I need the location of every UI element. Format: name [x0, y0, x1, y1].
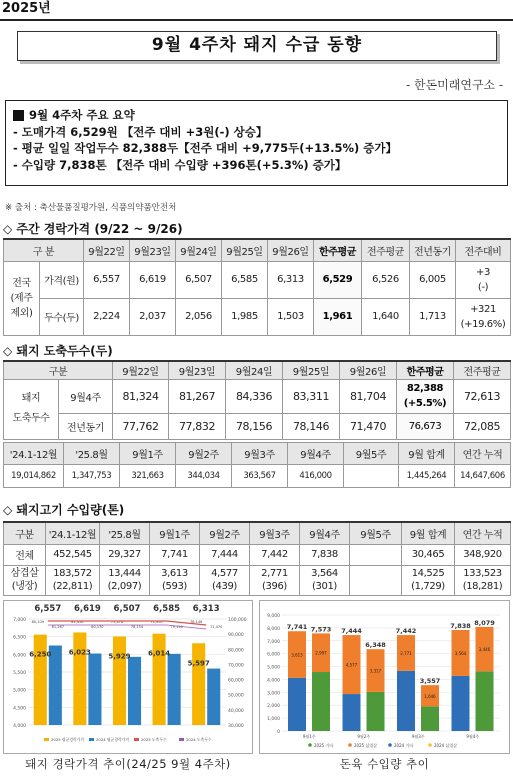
col-header: 9월5주	[350, 522, 402, 544]
y-tick-label: 0	[277, 730, 280, 735]
col-header: 9월24일	[176, 239, 222, 261]
col-header: 9월22일	[84, 239, 130, 261]
col-header: 9월22일	[113, 361, 169, 379]
col-header: 9월3주	[232, 443, 288, 465]
bar-2024	[168, 654, 181, 725]
legend-label: 2024 평균경락가격	[96, 737, 129, 742]
col-header: 9월23일	[169, 361, 226, 379]
x-tick-label: 9월1주	[302, 734, 316, 739]
region-cell: 전국 (제주 제외)	[4, 261, 40, 335]
table-cell: 82,388 (+5.5%)	[397, 379, 454, 413]
small-label: 81,267	[51, 625, 64, 629]
legend-swatch	[179, 738, 184, 741]
year-label: 2025년	[0, 0, 60, 18]
bar-2024	[128, 657, 141, 725]
legend-label: 2024 기타	[394, 743, 414, 748]
table-cell: 7,741	[150, 544, 200, 565]
y-tick-label: 7,000	[267, 639, 280, 645]
col-header: 9월2주	[176, 443, 232, 465]
y-tick-label: 6,000	[267, 652, 280, 658]
row-label: 삼겹살 (냉장)	[4, 565, 46, 595]
col-header: 9월 합계	[402, 522, 455, 544]
bar-2025	[73, 632, 86, 725]
y2-tick-label: 100,000	[228, 618, 247, 623]
bar-etc	[421, 706, 439, 731]
row-label: 전년동기	[59, 413, 113, 439]
col-header: 9월4주	[288, 443, 344, 465]
table-cell: 81,704	[340, 379, 397, 413]
organization: - 한돈미래연구소 -	[406, 78, 503, 92]
summary-line: - 수입량 7,838톤 【전주 대비 수입량 +396톤(+5.3%) 증가】	[13, 157, 347, 172]
row-label: 두수(두)	[40, 298, 84, 335]
col-header: '24.1-12월	[4, 443, 64, 465]
col-header: 9월4주	[300, 522, 350, 544]
small-label: 71,470	[210, 625, 223, 629]
col-header: 9월2주	[200, 522, 250, 544]
table-cell: 7,838	[300, 544, 350, 565]
section-title-auction: ◇ 주간 경락가격 (9/22 ~ 9/26)	[3, 222, 183, 236]
table-cell: 1,347,753	[64, 465, 120, 488]
col-header: 연간 누적	[455, 522, 511, 544]
y-tick-label: 6,500	[13, 635, 26, 641]
col-header: 구분	[4, 522, 46, 544]
top-divider	[0, 19, 513, 21]
col-header: 9월26일	[340, 361, 397, 379]
total-label: 3,557	[419, 677, 441, 686]
bar-2025	[113, 636, 126, 725]
table-cell: 3,564 (301)	[300, 565, 350, 595]
price-chart	[4, 601, 252, 753]
inner-label: 2,997	[315, 650, 327, 656]
bar-2024	[88, 654, 101, 725]
table-cell: 1,445,264	[399, 465, 455, 488]
import-chart	[260, 601, 509, 753]
table-cell: 6,585	[222, 261, 268, 298]
table-cell: 71,470	[340, 413, 397, 439]
y-tick-label: 4,500	[13, 706, 26, 712]
table-cell: 321,663	[120, 465, 176, 488]
import-chart-frame	[259, 600, 510, 754]
table-cell: 29,327	[100, 544, 150, 565]
legend-swatch	[89, 738, 94, 741]
table-cell: 14,525 (1,729)	[402, 565, 455, 595]
summary-line: - 평균 일일 작업두수 82,388두【전주 대비 +9,775두(+13.5%) 증가】	[13, 141, 397, 155]
summary-box	[5, 100, 508, 186]
table-cell: 6,507	[176, 261, 222, 298]
price-label-2025: 6,507	[113, 604, 141, 614]
col-header: 연간 누적	[455, 443, 511, 465]
price-label-2025: 6,557	[34, 604, 62, 614]
legend-swatch	[348, 743, 352, 747]
page-title: 9월 4주차 돼지 수급 동향	[17, 31, 497, 61]
inner-label: 3,317	[369, 668, 382, 674]
y2-tick-label: 80,000	[228, 648, 244, 654]
summary-heading: 9월 4주차 주요 요약	[29, 108, 135, 122]
col-header: 9월5주	[344, 443, 399, 465]
legend-swatch	[134, 738, 139, 741]
inner-label: 3,613	[291, 652, 303, 658]
col-header: 전년동기	[410, 239, 456, 261]
table-cell: 363,567	[232, 465, 288, 488]
table-cell: 76,673	[397, 413, 454, 439]
table-cell: 13,444 (2,097)	[100, 565, 150, 595]
small-label: 80,170	[91, 625, 104, 629]
total-label: 7,444	[341, 627, 362, 636]
small-label: 71,900	[150, 620, 163, 624]
table-cell: 84,336	[226, 379, 283, 413]
x-tick-label: 9월2주	[357, 734, 371, 739]
col-header: 9월26일	[268, 239, 314, 261]
bar-etc	[476, 671, 494, 731]
section-title-import: ◇ 돼지고기 수입량(톤)	[3, 503, 125, 517]
table-cell: 77,762	[113, 413, 169, 439]
bar-2025	[153, 634, 166, 725]
y-tick-label: 4,000	[13, 724, 26, 729]
table-cell: 2,224	[84, 298, 130, 335]
col-header: 전주평균	[454, 361, 511, 379]
y2-tick-label: 90,000	[228, 633, 244, 639]
table-cell: 183,572 (22,811)	[46, 565, 100, 595]
table-cell: 78,146	[283, 413, 340, 439]
col-header: 9월1주	[150, 522, 200, 544]
col-header: '24.1-12월	[46, 522, 100, 544]
section-title-slaughter: ◇ 돼지 도축두수(두)	[3, 344, 113, 358]
bar-etc	[288, 678, 306, 731]
total-label: 7,741	[286, 623, 308, 632]
table-cell: 72,613	[454, 379, 511, 413]
y2-tick-label: 60,000	[228, 678, 244, 684]
table-cell: 344,034	[176, 465, 232, 488]
table-cell	[350, 544, 402, 565]
total-label: 8,079	[474, 618, 495, 627]
legend-swatch	[44, 738, 49, 741]
small-label: 78,154	[130, 625, 144, 629]
chart-caption-left: 돼지 경락가격 추이(24/25 9월 4주차)	[25, 757, 231, 771]
col-header: 9월 합계	[399, 443, 455, 465]
legend-swatch	[308, 743, 312, 747]
col-header: 전주대비	[456, 239, 511, 261]
table-cell: 4,577 (439)	[200, 565, 250, 595]
slaughter-table	[3, 360, 511, 440]
square-bullet-icon	[13, 110, 24, 121]
col-header: 9월23일	[130, 239, 176, 261]
table-cell: 81,267	[169, 379, 226, 413]
total-label: 6,348	[365, 641, 386, 650]
table-cell: +3 (-)	[456, 261, 511, 298]
auction-table	[3, 238, 511, 336]
table-cell: 6,313	[268, 261, 314, 298]
small-label: 81,456	[71, 620, 84, 624]
import-table	[3, 521, 511, 596]
col-header: 9월25일	[283, 361, 340, 379]
inner-label: 3,564	[454, 650, 467, 656]
legend-swatch	[388, 743, 392, 747]
y2-tick-label: 50,000	[228, 693, 244, 699]
bar-label-2024: 5,929	[108, 652, 131, 661]
y-tick-label: 1,000	[267, 717, 280, 723]
bar-2024	[207, 669, 220, 725]
inner-label: 4,577	[345, 662, 358, 668]
table-cell: 6,526	[362, 261, 410, 298]
table-cell: 1,713	[410, 298, 456, 335]
bar-label-2024: 6,023	[68, 648, 91, 657]
col-header: 9월1주	[120, 443, 176, 465]
table-cell: 1,640	[362, 298, 410, 335]
col-header: 9월25일	[222, 239, 268, 261]
table-cell: 6,557	[84, 261, 130, 298]
small-label: 79,156	[170, 625, 183, 629]
table-cell: 348,920	[455, 544, 511, 565]
col-header: '25.8월	[100, 522, 150, 544]
table-cell: 77,832	[169, 413, 226, 439]
table-cell: 2,771 (396)	[250, 565, 300, 595]
table-cell: 14,647,606	[455, 465, 511, 488]
legend-label: 2025 평균경락가격	[51, 737, 84, 742]
table-cell: 6,005	[410, 261, 456, 298]
table-cell: 7,444	[200, 544, 250, 565]
price-chart-frame	[3, 600, 253, 754]
table-cell: 81,324	[113, 379, 169, 413]
table-cell: 78,156	[226, 413, 283, 439]
table-cell: 7,442	[250, 544, 300, 565]
legend-label: 2025 도축두수	[141, 737, 167, 742]
total-label: 7,442	[395, 627, 417, 636]
summary-line: - 도매가격 6,529원 【전주 대비 +3원(-) 상승】	[13, 124, 268, 139]
table-cell: 1,985	[222, 298, 268, 335]
table-cell	[350, 565, 402, 595]
slaughter-summary-table	[3, 442, 511, 488]
bar-etc	[397, 671, 415, 731]
price-label-2025: 6,619	[73, 604, 101, 614]
y2-tick-label: 40,000	[228, 708, 244, 714]
bar-2025	[192, 643, 205, 725]
col-header: 구 분	[4, 239, 84, 261]
inner-label: 2,771	[400, 650, 412, 656]
bar-etc	[312, 672, 330, 731]
x-tick-label: 9월3주	[411, 734, 425, 739]
price-label-2025: 6,585	[153, 604, 181, 614]
source-note: ※ 출처 : 축산물품질평가원, 식품의약품안전처	[5, 203, 177, 213]
legend-label: 2025 삼겹살	[354, 743, 378, 748]
total-label: 7,573	[310, 625, 332, 634]
y-tick-label: 5,000	[13, 688, 26, 694]
price-label-2025: 6,313	[192, 604, 220, 614]
table-cell: 6,529	[314, 261, 362, 298]
table-cell: 2,056	[176, 298, 222, 335]
table-cell: 6,619	[130, 261, 176, 298]
bar-etc	[452, 676, 470, 731]
table-cell: 83,311	[283, 379, 340, 413]
table-cell: 30,465	[402, 544, 455, 565]
chart-caption-right: 돈육 수입량 추이	[339, 757, 430, 771]
table-cell: 2,037	[130, 298, 176, 335]
bar-etc	[367, 692, 385, 731]
y2-tick-label: 30,000	[228, 724, 244, 729]
table-cell	[344, 465, 399, 488]
inner-label: 1,646	[424, 693, 436, 699]
table-cell: 452,545	[46, 544, 100, 565]
y-tick-label: 6,000	[13, 653, 26, 659]
y-tick-label: 5,000	[267, 665, 280, 671]
table-cell: 19,014,862	[4, 465, 64, 488]
legend-label: 2024 도축두수	[186, 737, 212, 742]
legend-swatch	[428, 743, 432, 747]
col-header: 전주평균	[362, 239, 410, 261]
y-tick-label: 4,000	[267, 678, 280, 684]
table-cell: 3,613 (593)	[150, 565, 200, 595]
y2-tick-label: 70,000	[228, 663, 244, 669]
col-header: '25.8월	[64, 443, 120, 465]
legend-label: 2024 삼겹살	[434, 743, 458, 748]
col-header: 9월24일	[226, 361, 283, 379]
y-tick-label: 8,000	[267, 626, 280, 632]
bar-2025	[34, 635, 47, 725]
y-tick-label: 3,000	[267, 691, 280, 697]
row-label: 전체	[4, 544, 46, 565]
table-cell: 416,000	[288, 465, 344, 488]
small-label: 75,478	[110, 620, 124, 624]
inner-label: 3,446	[478, 647, 491, 653]
bar-label-2024: 5,597	[187, 659, 210, 668]
total-label: 7,838	[450, 621, 471, 630]
group-cell: 돼지 도축두수	[4, 379, 59, 439]
y-tick-label: 9,000	[267, 614, 280, 619]
row-label: 가격(원)	[40, 261, 84, 298]
bar-label-2024: 6,014	[147, 649, 171, 658]
table-cell: 72,085	[454, 413, 511, 439]
col-header: 한주평균	[314, 239, 362, 261]
col-header: 한주평균	[397, 361, 454, 379]
bar-etc	[343, 694, 361, 731]
small-label: 78,146	[190, 620, 203, 624]
small-label: 80,109	[31, 620, 44, 624]
legend-label: 2025 기타	[314, 743, 334, 748]
table-cell: 133,523 (18,281)	[455, 565, 511, 595]
table-cell: 1,503	[268, 298, 314, 335]
col-header: 구분	[4, 361, 113, 379]
table-cell: +321 (+19.6%)	[456, 298, 511, 335]
y-tick-label: 5,500	[13, 671, 26, 676]
col-header: 9월3주	[250, 522, 300, 544]
bar-label-2024: 6,250	[29, 650, 52, 659]
row-label: 9월4주	[59, 379, 113, 413]
table-cell: 1,961	[314, 298, 362, 335]
x-tick-label: 9월4주	[466, 734, 480, 739]
y-tick-label: 2,000	[267, 704, 280, 710]
y-tick-label: 7,000	[13, 618, 26, 623]
